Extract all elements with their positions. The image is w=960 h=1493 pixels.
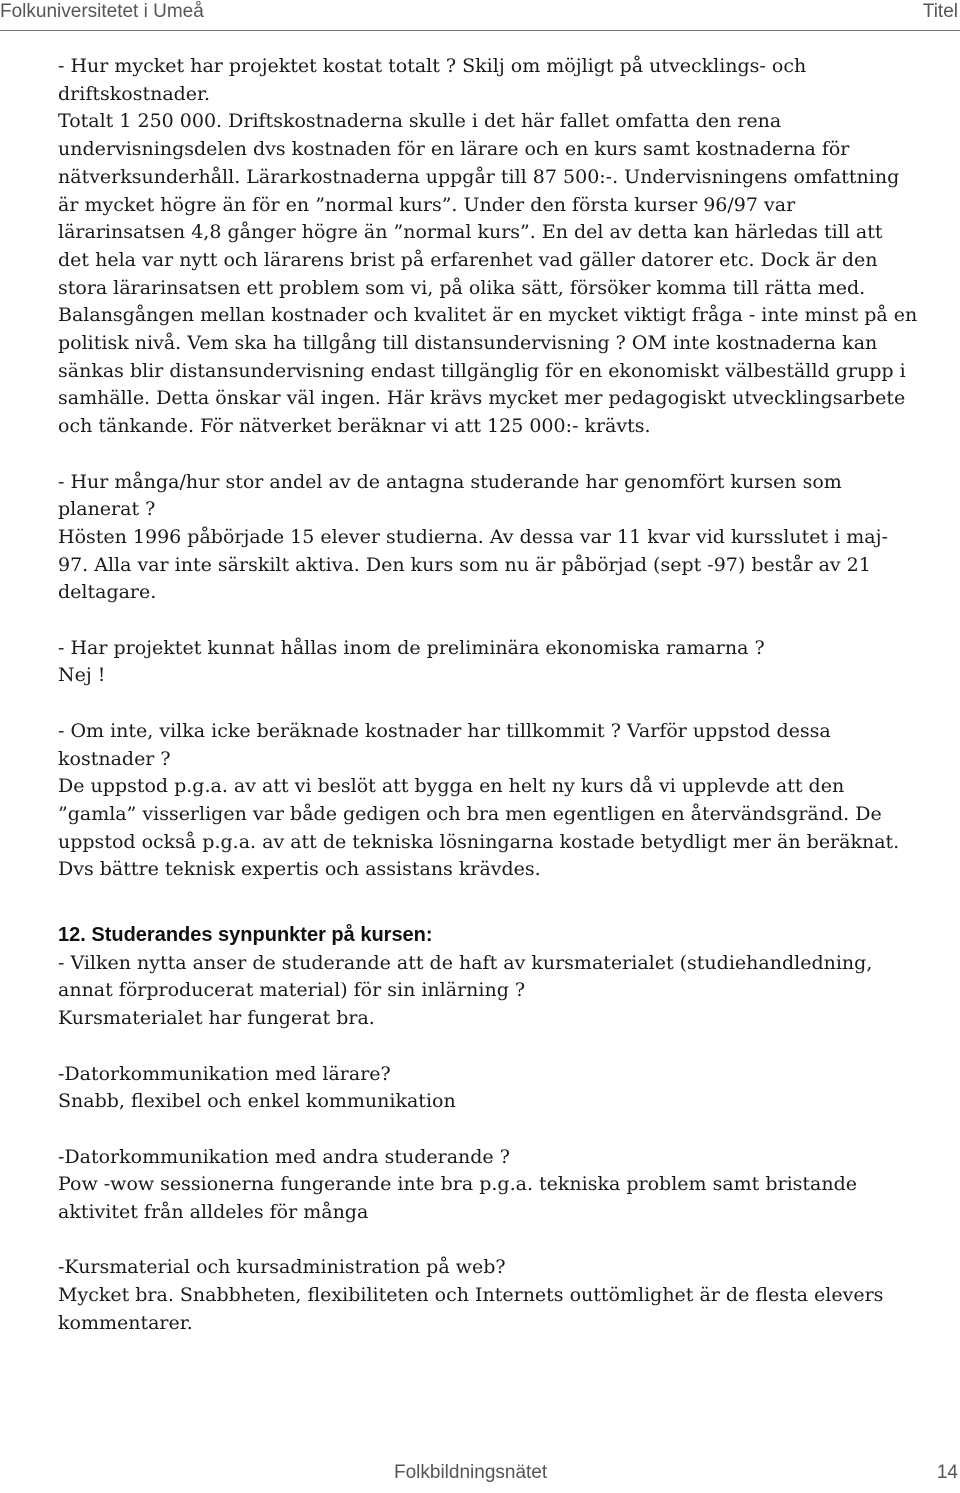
question-student-communication: -Datorkommunikation med andra studerande ? <box>58 1145 510 1168</box>
answer-budget: Nej ! <box>58 664 106 687</box>
answer-student-communication: Pow -wow sessionerna fungerande inte bra p.g.a. tekniska problem samt bristande aktivitet från alldeles för många <box>58 1173 858 1224</box>
question-total-cost: - Hur mycket har projektet kostat totalt ? Skilj om möjligt på utvecklings- och driftskostnader. <box>58 55 807 105</box>
answer-completion: Hösten 1996 påbörjade 15 elever studierna. Av dessa var 11 kvar vid kursslutet i maj-97. Alla var inte särskilt aktiva. Den kurs som nu är påbörjad (sept -97) består av 21 deltagare. <box>58 525 888 604</box>
answer-teacher-communication: Snabb, flexibel och enkel kommunikation <box>58 1090 456 1113</box>
answer-course-material: Kursmaterialet har fungerat bra. <box>58 1007 375 1030</box>
answer-extra-costs: De uppstod p.g.a. av att vi beslöt att bygga en helt ny kurs då vi upplevde att den ”gamla” visserligen var både gedigen och bra men egentligen en återvändsgränd. De uppstod också p.g.a. av att de tekniska lösningarna kostade betydligt mer än beräknat. Dvs bättre teknisk expertis och assistans krävdes. <box>58 775 900 881</box>
page-header <box>0 0 960 31</box>
question-web-administration: -Kursmaterial och kursadministration på web? <box>58 1256 506 1279</box>
question-teacher-communication: -Datorkommunikation med lärare? <box>58 1062 391 1085</box>
question-budget: - Har projektet kunnat hållas inom de preliminära ekonomiska ramarna ? <box>58 636 765 659</box>
document-body <box>58 53 918 1338</box>
page-number: 14 <box>936 1462 958 1483</box>
header-title: Titel <box>922 1 958 22</box>
question-completion: - Hur många/hur stor andel av de antagna studerande har genomfört kursen som planerat ? <box>58 470 842 521</box>
header-organization: Folkuniversitetet i Umeå <box>0 1 204 22</box>
question-course-material: - Vilken nytta anser de studerande att de haft av kursmaterialet (studiehandledning, annat förproducerat material) för sin inlärning ? <box>58 951 873 1002</box>
footer-publisher: Folkbildningsnätet <box>394 1462 548 1483</box>
answer-web-administration: Mycket bra. Snabbheten, flexibiliteten och Internets outtömlighet är de flesta elevers kommentarer. <box>58 1284 884 1334</box>
section-heading: 12. Studerandes synpunkter på kursen: <box>58 924 433 947</box>
question-extra-costs: - Om inte, vilka icke beräknade kostnader har tillkommit ? Varför uppstod dessa kostnader ? <box>58 719 831 770</box>
answer-total-cost: Totalt 1 250 000. Driftskostnaderna skulle i det här fallet omfatta den rena undervisningsdelen dvs kostnaden för en lärare och en kurs samt kostnaderna för nätverksunderhåll. Lärarkostnaderna uppgår till 87 500:-. Undervisningens omfattning är mycket högre än för en ”normal kurs”. Under den första kurser 96/97 var lärarinsatsen 4,8 gånger högre än ”normal kurs”. En del av detta kan härledas till att det hela var nytt och lärarens brist på erfarenhet vad gäller datorer etc. Dock är den stora lärarinsatsen ett problem som vi, på olika sätt, försöker komma till rätta med. Balansgången mellan kostnader och kvalitet är en mycket viktigt fråga - inte minst på en politisk nivå. Vem ska ha tillgång till distansundervisning ? OM inte kostnaderna kan sänkas blir distansundervisning endast tillgänglig för en ekonomiskt välbeställd grupp i samhälle. Detta önskar väl ingen. Här krävs mycket mer pedagogiskt utvecklingsarbete och tänkande. För nätverket beräknar vi att 125 000:- krävts. <box>58 110 918 438</box>
